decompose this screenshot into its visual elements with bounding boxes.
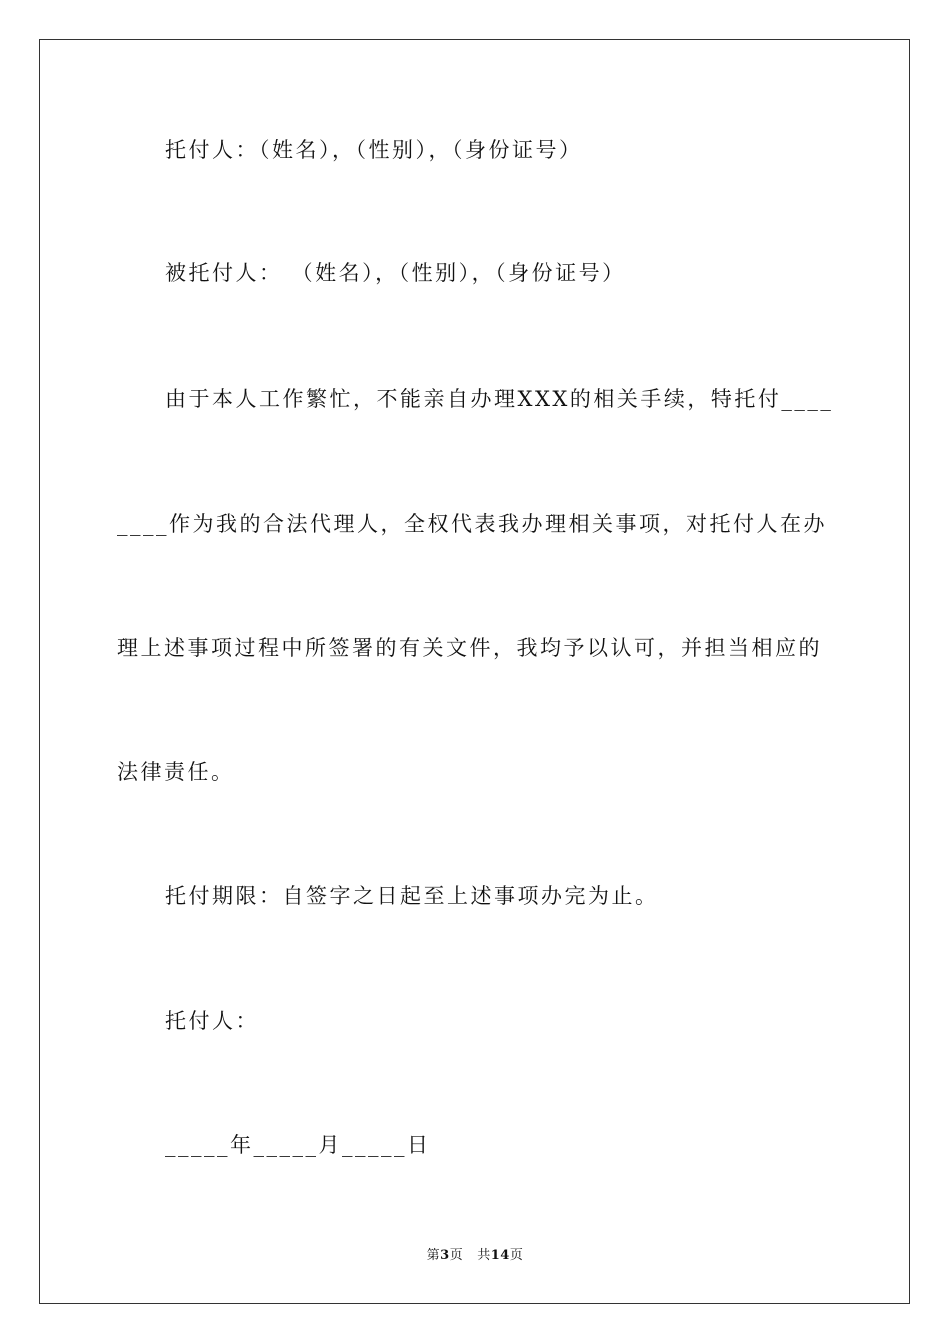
term-line: 托付期限：自签字之日起至上述事项办完为止。 <box>165 884 659 908</box>
footer-total-number: 14 <box>490 1248 510 1263</box>
page-footer <box>0 1247 950 1265</box>
footer-total-suffix: 页 <box>509 1248 524 1263</box>
body-paragraph-line-3: 理上述事项过程中所签署的有关文件，我均予以认可，并担当相应的 <box>117 636 822 660</box>
date-line: _____年_____月_____日 <box>165 1133 431 1157</box>
page-frame <box>39 39 910 1304</box>
footer-page-prefix: 第 <box>426 1248 441 1263</box>
footer-page-number: 3 <box>440 1248 450 1263</box>
body-paragraph-line-2: ____作为我的合法代理人，全权代表我办理相关事项，对托付人在办 <box>117 512 827 536</box>
body-paragraph-line-4: 法律责任。 <box>117 760 235 784</box>
footer-page-suffix: 页 <box>449 1248 464 1263</box>
signature-principal-line: 托付人： <box>165 1009 259 1033</box>
footer-total-prefix: 共 <box>477 1248 491 1263</box>
agent-line: 被托付人： （姓名），（性别），（身份证号） <box>165 261 626 285</box>
principal-line: 托付人：（姓名），（性别），（身份证号） <box>165 138 583 162</box>
body-paragraph-line-1: 由于本人工作繁忙，不能亲自办理XXX的相关手续，特托付____ <box>165 387 834 411</box>
